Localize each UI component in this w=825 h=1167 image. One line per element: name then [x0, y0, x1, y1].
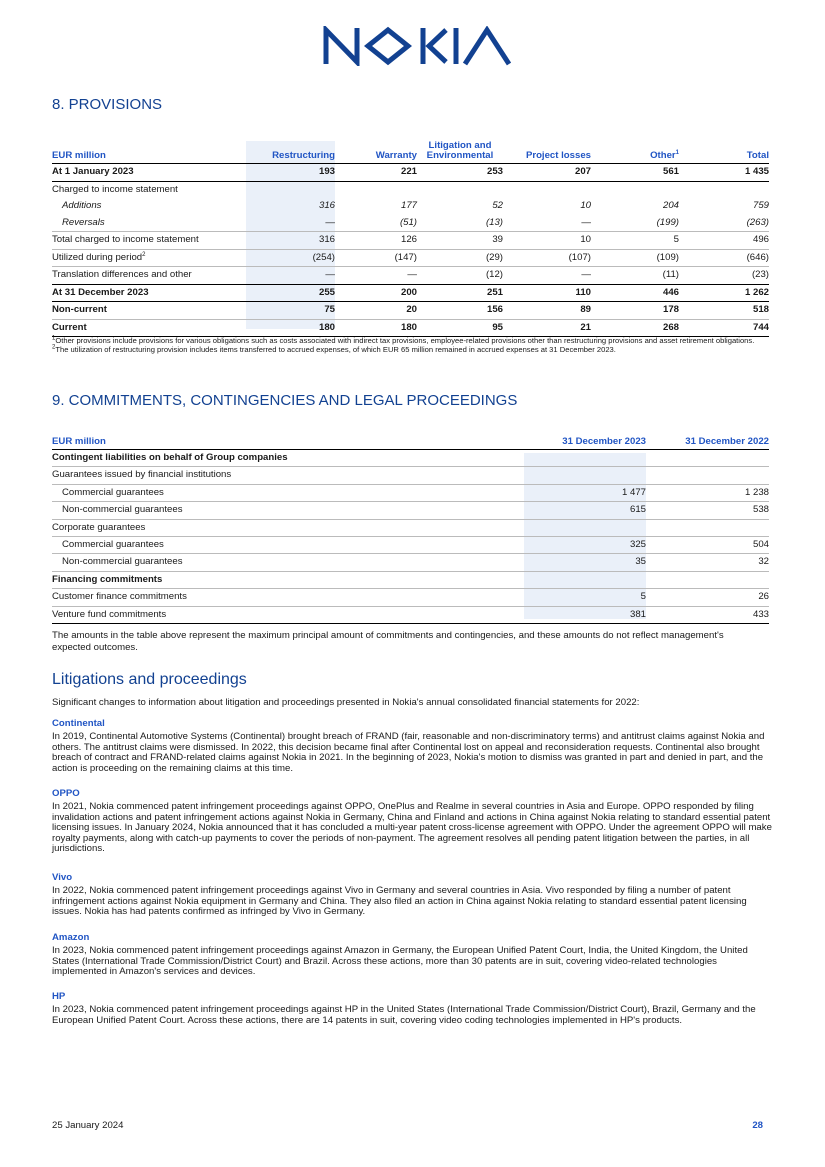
case-name: OPPO — [52, 788, 80, 799]
cell: 75 — [246, 302, 335, 320]
table-row — [52, 484, 769, 501]
cell: 10 — [503, 232, 591, 250]
header-eur-million: EUR million — [52, 141, 246, 164]
cell — [335, 181, 417, 198]
table-row — [52, 571, 769, 588]
cell: 1 477 — [524, 484, 646, 501]
cell — [524, 450, 646, 467]
table-row — [52, 232, 769, 250]
cell: 200 — [335, 284, 417, 302]
cell: (23) — [679, 267, 769, 285]
cell: 1 238 — [646, 484, 769, 501]
row-label: Financing commitments — [52, 571, 524, 588]
footnote-1 — [52, 336, 772, 345]
row-label: Charged to income statement — [52, 181, 246, 198]
row-label: Corporate guarantees — [52, 519, 524, 536]
header-litigation-environmental — [417, 141, 503, 164]
cell: (646) — [679, 249, 769, 267]
litigation-title: Litigations and proceedings — [52, 671, 247, 688]
cell: 5 — [591, 232, 679, 250]
row-label: Additions — [62, 200, 102, 211]
cell: 253 — [486, 166, 503, 177]
nokia-logo-icon — [323, 26, 511, 66]
row-label: Commercial guarantees — [52, 484, 524, 501]
row-label: Non-commercial guarantees — [52, 554, 524, 571]
cell: 496 — [679, 232, 769, 250]
cell — [524, 519, 646, 536]
case-oppo — [52, 788, 774, 855]
row-label: Non-current — [52, 302, 246, 320]
row-label-text: Utilized during period — [52, 251, 143, 263]
cell: 1 262 — [679, 284, 769, 302]
cell: 381 — [524, 606, 646, 623]
footer-date: 25 January 2024 — [52, 1120, 124, 1131]
header-total: Total — [679, 141, 769, 164]
cell: 178 — [591, 302, 679, 320]
row-label: Total charged to income statement — [52, 232, 246, 250]
table-row — [52, 249, 769, 267]
footnote-text: Other provisions include provisions for various obligations such as costs associated with indirect tax provisions, employee-related provisions other than restructuring provisions and asset retirement obligations. — [55, 336, 755, 345]
provisions-title: 8. PROVISIONS — [52, 96, 163, 113]
row-label: Commercial guarantees — [52, 537, 524, 554]
nokia-logo — [323, 26, 511, 66]
case-name: Amazon — [52, 932, 90, 943]
cell: 518 — [679, 302, 769, 320]
case-continental — [52, 718, 774, 774]
row-label: At 1 January 2023 — [52, 166, 134, 177]
case-text: In 2021, Nokia commenced patent infringement proceedings against OPPO, OnePlus and Realme in several countries in Asia and Europe. OPPO responded by filing invalidation actions and patent infringement actions against Nokia in Germany, China and Finland and actions in China against Nokia relating to standard essential patent licensing issues. In January 2024, Nokia announced that it has concluded a multi-year patent cross-license agreement with OPPO. Under the agreement OPPO will make royalty payments, along with catch-up payments to cover the periods of non-payment. The agreement resolves all pending patent litigation between the parties, in all jurisdictions. — [52, 801, 772, 855]
cell: (199) — [656, 216, 679, 228]
table-row — [52, 215, 769, 232]
table-row — [52, 284, 769, 302]
header-2022: 31 December 2022 — [646, 437, 769, 450]
header-warranty: Warranty — [335, 141, 417, 164]
table-row — [52, 537, 769, 554]
cell: (109) — [591, 249, 679, 267]
table-row — [52, 502, 769, 519]
commitments-title: 9. COMMITMENTS, CONTINGENCIES AND LEGAL PROCEEDINGS — [52, 392, 518, 409]
table-header-row — [52, 437, 769, 450]
cell: 32 — [646, 554, 769, 571]
page-number: 28 — [752, 1120, 763, 1131]
case-name: Continental — [52, 718, 105, 729]
footnote-2 — [52, 345, 772, 354]
provisions-table — [52, 141, 769, 337]
cell: 126 — [335, 232, 417, 250]
table-row — [52, 181, 769, 198]
cell: 89 — [503, 302, 591, 320]
row-label: Venture fund commitments — [52, 606, 524, 623]
cell: 759 — [752, 200, 769, 211]
header-restructuring: Restructuring — [246, 141, 335, 164]
commitments-table — [52, 437, 769, 624]
cell — [524, 571, 646, 588]
cell: 180 — [335, 319, 417, 337]
cell — [646, 571, 769, 588]
cell: 433 — [646, 606, 769, 623]
row-label: Current — [52, 319, 246, 337]
footnote-ref: 2 — [142, 251, 146, 258]
cell: (13) — [485, 216, 503, 228]
cell: 538 — [646, 502, 769, 519]
cell — [417, 181, 503, 198]
cell — [679, 181, 769, 198]
row-label: Contingent liabilities on behalf of Group companies — [52, 452, 288, 463]
case-name: HP — [52, 991, 66, 1002]
cell: 615 — [524, 502, 646, 519]
litigation-intro: Significant changes to information about litigation and proceedings presented in Nokia's annual consolidated financial statements for 2022: — [52, 697, 640, 708]
cell: 180 — [246, 319, 335, 337]
cell: (12) — [417, 267, 503, 285]
table-row — [52, 198, 769, 215]
table-row — [52, 302, 769, 320]
table-row — [52, 519, 769, 536]
table-row — [52, 606, 769, 623]
cell — [246, 181, 335, 198]
table-row — [52, 267, 769, 285]
cell: (107) — [503, 249, 591, 267]
cell: 5 — [524, 589, 646, 606]
header-litigation-line2: Environmental — [426, 150, 494, 161]
cell: 221 — [400, 166, 417, 177]
cell: 156 — [417, 302, 503, 320]
row-label: Reversals — [62, 216, 105, 228]
commitments-note: The amounts in the table above represent the maximum principal amount of commitments and contingencies, and these amounts do not reflect management's expected outcomes. — [52, 630, 724, 653]
footnote-marker: 2 — [52, 344, 56, 351]
cell: 95 — [417, 319, 503, 337]
cell: — — [325, 216, 335, 228]
cell — [646, 467, 769, 484]
provisions-table-wrap — [52, 141, 769, 337]
cell: 316 — [246, 232, 335, 250]
cell: 20 — [335, 302, 417, 320]
cell — [503, 181, 591, 198]
cell: 207 — [574, 166, 591, 177]
cell — [646, 450, 769, 467]
cell: 255 — [246, 284, 335, 302]
header-other — [591, 141, 679, 164]
cell: 193 — [318, 166, 335, 177]
cell: — — [581, 216, 591, 228]
table-row — [52, 467, 769, 484]
row-label: Guarantees issued by financial institutions — [52, 467, 524, 484]
table-row — [52, 589, 769, 606]
commitments-table-wrap — [52, 437, 769, 624]
cell — [646, 519, 769, 536]
header-eur-million: EUR million — [52, 437, 524, 450]
cell: 1 435 — [744, 166, 769, 177]
cell: (254) — [246, 249, 335, 267]
cell: (11) — [591, 267, 679, 285]
footnote-marker: 1 — [52, 335, 56, 342]
cell: 561 — [662, 166, 679, 177]
cell: 10 — [580, 200, 591, 211]
case-text: In 2023, Nokia commenced patent infringement proceedings against HP in the United States (International Trade Commission/District Court), Brazil, Germany and the European Unified Patent Court. Across these actions, there are 14 patents in suit, covering video coding technologies implemented in HP's products. — [52, 1004, 756, 1026]
cell: (147) — [335, 249, 417, 267]
cell: (29) — [417, 249, 503, 267]
provisions-footnotes — [52, 336, 772, 354]
case-amazon — [52, 932, 774, 978]
table-header-row — [52, 141, 769, 164]
cell — [591, 181, 679, 198]
cell: (51) — [399, 216, 417, 228]
cell: 316 — [318, 200, 335, 211]
cell: 325 — [524, 537, 646, 554]
cell: 504 — [646, 537, 769, 554]
header-project-losses: Project losses — [503, 141, 591, 164]
cell: — — [503, 267, 591, 285]
row-label: Translation differences and other — [52, 267, 246, 285]
case-text: In 2019, Continental Automotive Systems (Continental) brought breach of FRAND (fair, reasonable and non-discriminatory terms) and antitrust claims against Nokia and others. The antitrust claims were dismissed. In 2022, this decision became final after Continental lost on appeal and reconsideration requests. Continental also brought breach of contract and FRAND-related claims against Nokia in 2021. In the beginning of 2023, Nokia's motion to dismiss was granted in part and denied in part, and the action is proceeding on the remaining claims at this time. — [52, 731, 765, 774]
cell: — — [335, 267, 417, 285]
cell — [524, 467, 646, 484]
table-row — [52, 450, 769, 467]
cell: 268 — [591, 319, 679, 337]
row-label: At 31 December 2023 — [52, 284, 246, 302]
cell: (263) — [746, 216, 769, 228]
cell: 39 — [417, 232, 503, 250]
cell: 251 — [417, 284, 503, 302]
case-hp — [52, 991, 774, 1026]
cell: 446 — [591, 284, 679, 302]
header-2023: 31 December 2023 — [524, 437, 646, 450]
case-text: In 2023, Nokia commenced patent infringement proceedings against Amazon in Germany, the European Unified Patent Court, India, the United Kingdom, the United States (International Trade Commission/District Court) and Brazil. Across these actions, more than 30 patents are in suit, covering video-related technologies implemented in Amazon's services and devices. — [52, 945, 748, 978]
footnote-text: The utilization of restructuring provision includes items transferred to accrued expenses, of which EUR 65 million remained in accrued expenses at 31 December 2023. — [55, 345, 616, 354]
row-label: Non-commercial guarantees — [52, 502, 524, 519]
row-label — [52, 249, 246, 267]
case-text: In 2022, Nokia commenced patent infringement proceedings against Vivo in Germany and several countries in Asia. Vivo responded by filing a number of patent infringement actions against Nokia equipment in Germany and China. They also filed an action in China against Nokia relating to standard essential patent licensing issues. Nokia has had patents confirmed as infringed by Vivo in Germany. — [52, 885, 747, 918]
cell: 52 — [492, 200, 503, 211]
case-vivo — [52, 872, 774, 918]
cell: 177 — [400, 200, 417, 211]
header-other-label: Other — [650, 150, 676, 161]
cell: 744 — [679, 319, 769, 337]
footnote-ref: 1 — [675, 149, 679, 156]
row-label: Customer finance commitments — [52, 589, 524, 606]
cell: 110 — [503, 284, 591, 302]
table-row — [52, 319, 769, 337]
cell: 35 — [524, 554, 646, 571]
cell: 26 — [646, 589, 769, 606]
cell: — — [246, 267, 335, 285]
table-row — [52, 164, 769, 182]
case-name: Vivo — [52, 872, 73, 883]
table-row — [52, 554, 769, 571]
header-litigation-line1: Litigation and — [428, 140, 492, 151]
cell: 21 — [503, 319, 591, 337]
cell: 204 — [662, 200, 679, 211]
